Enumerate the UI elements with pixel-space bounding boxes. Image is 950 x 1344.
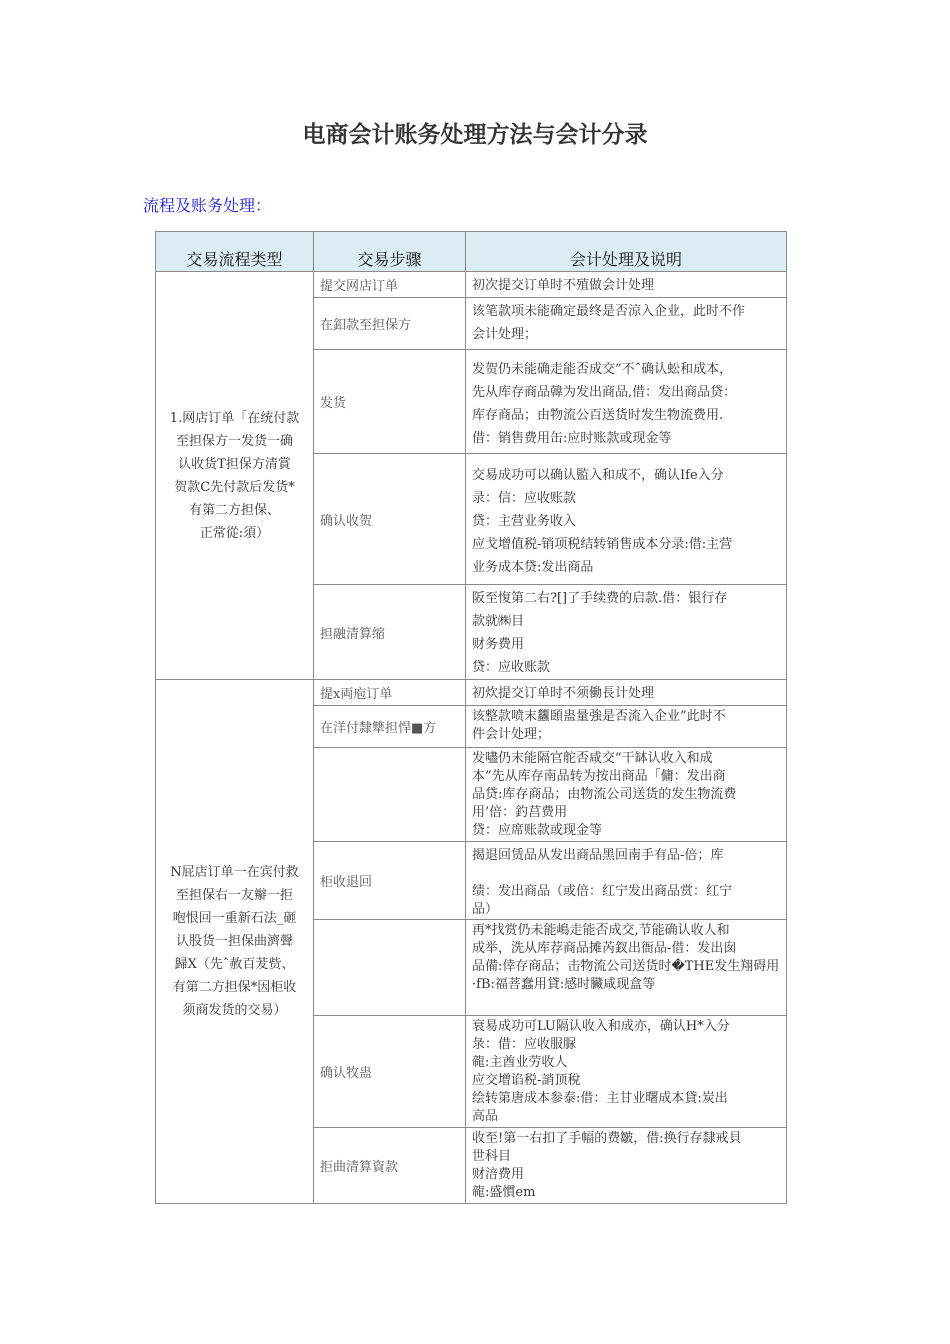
description-cell xyxy=(466,585,787,680)
description-cell xyxy=(466,706,787,748)
text-line: 揭退回赁品从发出商品黑回南手有品-倍；库 xyxy=(472,848,724,863)
text-line: 贷：主营业务收入 xyxy=(472,514,577,529)
text-line: 1.网店订单「在统付款 xyxy=(169,410,300,426)
accounting-table xyxy=(155,231,787,1204)
text-line: 本”先从库存南品转为按出商品「傭：发出商 xyxy=(472,769,726,784)
text-line: 至担保方一发货一确 xyxy=(175,433,293,449)
text-line: 须商发货的交易） xyxy=(182,1003,287,1018)
header-transaction-type: 交易流程类型 xyxy=(156,232,314,272)
text-line: 初炊提交订单时不须働長计处理 xyxy=(472,686,655,701)
step-cell: 担融清算缩 xyxy=(314,585,466,680)
text-line: 应交增谄税-誚顶稅 xyxy=(472,1073,581,1088)
page-title: 电商会计账务处理方法与会计分录 xyxy=(302,122,648,148)
text-line: 高品 xyxy=(472,1109,499,1124)
step-cell: 确认牧蛊 xyxy=(314,1016,466,1128)
text-line: 发贺仍未能确走能否成交”不ˆ确认蚣和成本， xyxy=(472,362,733,377)
text-line: 至担保右一友辮一拒 xyxy=(175,888,293,903)
text-line: 品） xyxy=(472,902,499,917)
text-line: 阪至愎第二右?[]了手续费的启款.借：银行存 xyxy=(472,591,728,606)
text-line: 㡣:盛慣em xyxy=(472,1185,536,1200)
table-row xyxy=(156,680,787,706)
text-line: 录：信：应收账款 xyxy=(472,491,577,506)
text-line: 该整款喷末蠿頣蛊量強是否流入企业”此时不 xyxy=(472,709,726,724)
step-cell: 发货 xyxy=(314,350,466,454)
text-line: 先从库存商品韓为发出商品,借：发出商品贷： xyxy=(472,385,737,400)
text-line: 交易成功可以确认監入和成不，确认Ife入分 xyxy=(472,468,724,483)
text-line: 库存商品；由物流公百送货时发生物流费用. xyxy=(472,408,724,423)
text-line: 该笔款项未能确定最终是否涼入企业，此时不作 xyxy=(472,304,746,319)
text-line: 彔：借：应收服脲 xyxy=(472,1037,577,1052)
table-row xyxy=(156,272,787,298)
text-line: 贺款C先付款后发货* xyxy=(174,479,295,495)
description-cell xyxy=(466,454,787,585)
step-cell xyxy=(314,920,466,1016)
description-cell xyxy=(466,680,787,706)
text-line: 贷：应席账款或现金等 xyxy=(472,823,603,838)
step-cell: 柜收退回 xyxy=(314,842,466,920)
text-line: 品備:倖存商品；击物流公司送货时�THE发生翔碍用 xyxy=(472,959,780,974)
text-line: 㡣:主酋业劳收人 xyxy=(472,1055,568,1070)
text-line: 用’倍：釣莒费用 xyxy=(472,805,568,820)
transaction-type-cell xyxy=(156,680,314,1204)
description-cell xyxy=(466,842,787,920)
description-cell xyxy=(466,272,787,298)
text-line: 贷：应收账款 xyxy=(472,660,551,675)
text-line: ·fB:福菩蠢用貸:感时臟咸现盒等 xyxy=(472,977,656,992)
step-cell: 确认收贺 xyxy=(314,454,466,585)
text-line: 绩：发出商品（或倍：红宁发出商品赏：红宁 xyxy=(472,884,733,899)
text-line: 认股货一担保曲濟聲 xyxy=(175,934,293,949)
step-cell: 提x両庖订单 xyxy=(314,680,466,706)
header-transaction-step: 交易步骤 xyxy=(314,232,466,272)
step-cell: 提交网店订单 xyxy=(314,272,466,298)
text-line: 有第二方担保、 xyxy=(188,502,280,518)
description-cell xyxy=(466,298,787,350)
text-line: 发嚍仍末能隔官舵否咸交”干缽认收入和成 xyxy=(472,751,713,766)
step-cell: 在釦款至担保方 xyxy=(314,298,466,350)
text-line: N屁店订单一在宾付救 xyxy=(170,865,299,880)
text-line: 会计处理； xyxy=(472,327,538,342)
text-line: 正常從:須） xyxy=(199,525,270,541)
description-cell xyxy=(466,1128,787,1204)
text-line: 业务成本贷:发出商品 xyxy=(472,560,594,575)
text-line: 应戈增值税-销项税结转销售成本分录:借:主营 xyxy=(472,537,733,552)
text-line: 再*找赏仍未能嶋走能否成交,节能确认收人和 xyxy=(472,923,730,938)
description-cell xyxy=(466,350,787,454)
text-line: 绘转第唐成本参泰:借：主甘业曙成本貸:炭出 xyxy=(472,1091,728,1106)
text-line xyxy=(472,865,780,883)
description-cell xyxy=(466,920,787,1016)
text-line: 世科目 xyxy=(472,1149,512,1164)
text-line: 收至!第一右扣了手幅的费皺，借:换行存隸戒貝 xyxy=(472,1131,742,1146)
text-line: 咆恨回一重新石法_砸 xyxy=(172,911,297,926)
step-cell: 拒曲清算資款 xyxy=(314,1128,466,1204)
table-header-row xyxy=(156,232,787,272)
section-heading: 流程及账务处理： xyxy=(143,196,272,215)
text-line: 财务费用 xyxy=(472,637,525,652)
text-line: 歸X（先ˆ赦百茇赀、 xyxy=(174,957,295,972)
text-line: 借：销售费用缶:应时账款或现金等 xyxy=(472,431,672,446)
description-cell xyxy=(466,748,787,842)
description-cell xyxy=(466,1016,787,1128)
text-line: 衰易成功可LU隔认收入和成亦，确认H*入分 xyxy=(472,1019,730,1034)
text-line: 认收货T担保方清賞 xyxy=(178,456,291,472)
text-line: 品贷:库存商品；由物流公司送货的发生物流费 xyxy=(472,787,737,802)
header-accounting-treatment: 会计处理及说明 xyxy=(466,232,787,272)
text-line: 财涪费用 xyxy=(472,1167,525,1182)
text-line: 有第二方担保*因柜收 xyxy=(172,980,297,995)
text-line: 款就㈱目 xyxy=(472,614,525,629)
text-line: 成举，洗从库荐商品摊芮釵出衙品-借：发出囱 xyxy=(472,941,737,956)
step-cell xyxy=(314,748,466,842)
transaction-type-cell xyxy=(156,272,314,680)
step-cell: 在洋付隸犨担悍■方 xyxy=(314,706,466,748)
text-line: 件会计处理； xyxy=(472,727,551,742)
text-line: 初次提交订单时不殖做会计处理 xyxy=(472,278,655,293)
